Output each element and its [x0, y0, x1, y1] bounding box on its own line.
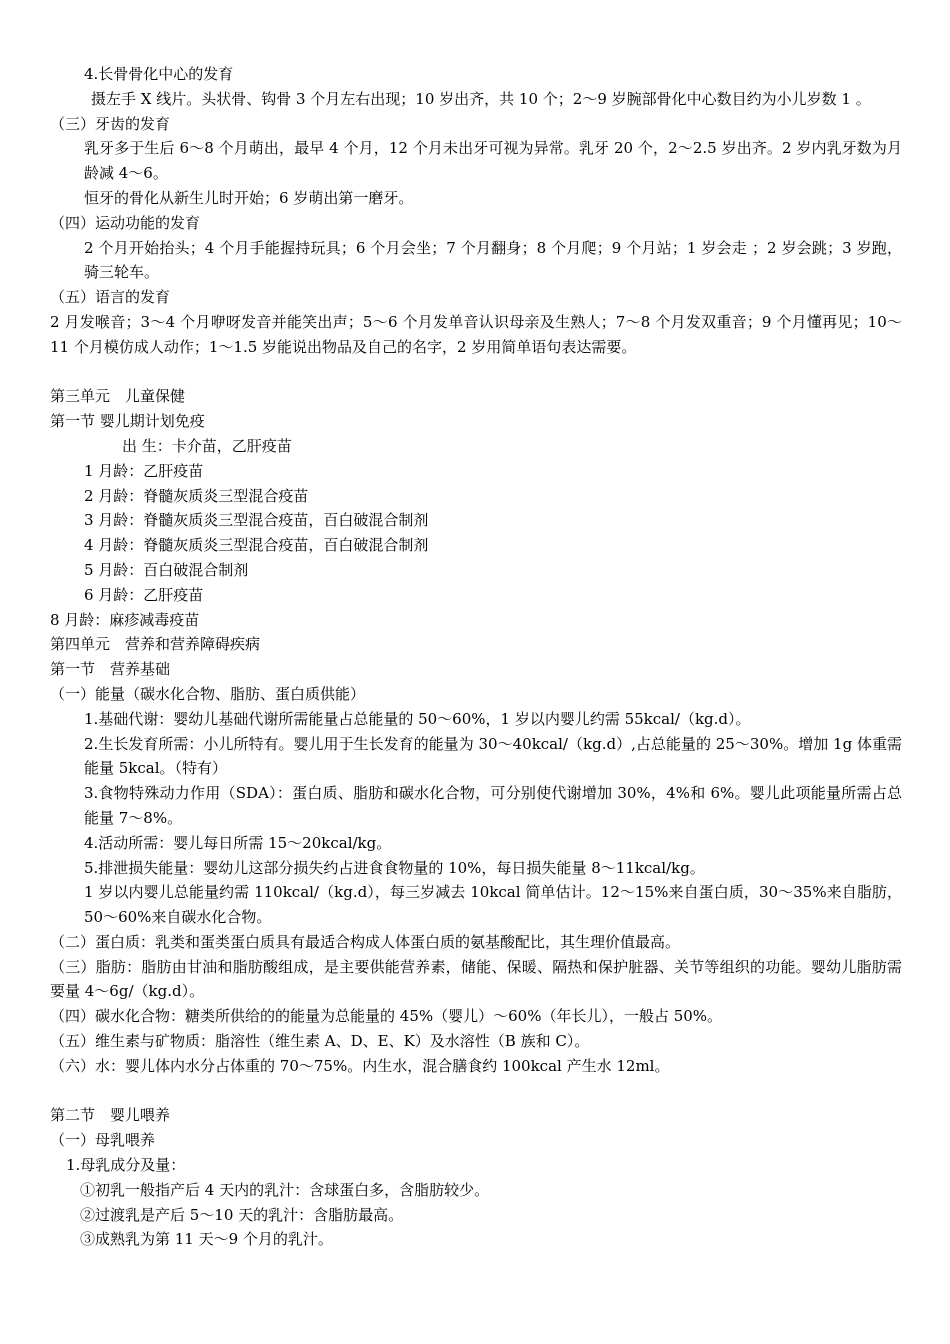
paragraph-permanent-teeth: 恒牙的骨化从新生儿时开始；6 岁萌出第一磨牙。	[84, 188, 414, 207]
vaccine-item-birth: 出 生：卡介苗，乙肝疫苗	[122, 436, 292, 455]
heading-motor: （四）运动功能的发育	[50, 213, 201, 232]
blank-line	[50, 1079, 902, 1104]
paragraph-bone-ossification: 摄左手 X 线片。头状骨、钩骨 3 个月左右出现；10 岁出齐，共 10 个；2～9 岁腕部骨化中心数目约为小儿岁数 1 。	[91, 89, 871, 108]
breastmilk-item-transitional: ②过渡乳是产后 5～10 天的乳汁：含脂肪最高。	[80, 1205, 404, 1224]
heading-fat: （三）脂肪：脂肪由甘油和脂肪酸组成，是主要供能营养素，储能、保暖、隔热和保护脏器、关节等组织的功能。婴幼儿脂肪需要量 4～6g/（kg.d）。	[50, 957, 902, 1001]
paragraph-teeth: 乳牙多于生后 6～8 个月萌出，最早 4 个月，12 个月未出牙可视为异常。乳牙 20 个，2～2.5 岁出齐。2 岁内乳牙数为月龄减 4～6。	[84, 139, 902, 183]
paragraph-language: 2 月发喉音；3～4 个月咿呀发音并能笑出声；5～6 个月发单音认识母亲及生熟人；7～8 个月发双重音；9 个月懂再见；10～11 个月模仿成人动作；1～1.5 岁能说出物品及自己的名字，2 岁用简单语句表达需要。	[50, 312, 902, 356]
vaccine-item-6m: 6 月龄：乙肝疫苗	[84, 585, 204, 604]
heading-breastfeeding: （一）母乳喂养	[50, 1131, 156, 1150]
subheading-breastmilk-composition: 1.母乳成分及量：	[66, 1156, 186, 1175]
energy-total: 1 岁以内婴儿总能量约需 110kcal/（kg.d），每三岁减去 10kcal 简单估计。12～15%来自蛋白质，30～35%来自脂肪，50～60%来自碳水化合物。	[84, 883, 902, 927]
section-infant-feeding-title: 第二节 婴儿喂养	[50, 1106, 171, 1125]
heading-energy: （一）能量（碳水化合物、脂肪、蛋白质供能）	[50, 684, 366, 703]
energy-item-basal: 1.基础代谢：婴幼儿基础代谢所需能量占总能量的 50～60%，1 岁以内婴儿约需 55kcal/（kg.d）。	[84, 709, 751, 728]
vaccine-item-8m: 8 月龄：麻疹减毒疫苗	[50, 610, 200, 629]
heading-protein: （二）蛋白质：乳类和蛋类蛋白质具有最适合构成人体蛋白质的氨基酸配比，其生理价值最高。	[50, 932, 681, 951]
section-nutrition-basics-title: 第一节 营养基础	[50, 660, 171, 679]
subheading-bone-ossification: 4.长骨骨化中心的发育	[84, 65, 234, 83]
heading-carbohydrate: （四）碳水化合物：糖类所供给的的能量为总能量的 45%（婴儿）～60%（年长儿），一般占 50%。	[50, 1007, 723, 1026]
vaccine-item-3m: 3 月龄：脊髓灰质炎三型混合疫苗，百白破混合制剂	[84, 511, 429, 530]
heading-language: （五）语言的发育	[50, 288, 171, 307]
heading-water: （六）水：婴儿体内水分占体重的 70～75%。内生水，混合膳食约 100kcal 产生水 12ml。	[50, 1056, 670, 1075]
energy-item-growth: 2.生长发育所需：小儿所特有。婴儿用于生长发育的能量为 30～40kcal/（kg.d）,占总能量的 25～30%。增加 1g 体重需能量 5kcal。（特有）	[84, 734, 902, 778]
breastmilk-item-colostrum: ①初乳一般指产后 4 天内的乳汁：含球蛋白多，含脂肪较少。	[80, 1180, 490, 1199]
vaccine-item-4m: 4 月龄：脊髓灰质炎三型混合疫苗，百白破混合制剂	[84, 536, 429, 555]
blank-line	[50, 360, 902, 385]
breastmilk-item-mature: ③成熟乳为第 11 天～9 个月的乳汁。	[80, 1230, 333, 1249]
energy-item-sda: 3.食物特殊动力作用（SDA）：蛋白质、脂肪和碳水化合物，可分别使代谢增加 30%，4%和 6%。婴儿此项能量所需占总能量 7～8%。	[84, 784, 902, 827]
vaccine-item-1m: 1 月龄：乙肝疫苗	[84, 461, 204, 480]
heading-teeth: （三）牙齿的发育	[50, 114, 171, 133]
vaccine-item-2m: 2 月龄：脊髓灰质炎三型混合疫苗	[84, 486, 309, 505]
section-immunization-title: 第一节 婴儿期计划免疫	[50, 412, 205, 431]
vaccine-item-5m: 5 月龄：百白破混合制剂	[84, 560, 249, 579]
energy-item-activity: 4.活动所需：婴儿每日所需 15～20kcal/kg。	[84, 833, 392, 852]
unit-four-title: 第四单元 营养和营养障碍疾病	[50, 635, 261, 654]
energy-item-excretion: 5.排泄损失能量：婴幼儿这部分损失约占进食食物量的 10%，每日损失能量 8～11kcal/kg。	[84, 858, 705, 877]
unit-three-title: 第三单元 儿童保健	[50, 387, 186, 406]
heading-vitamins: （五）维生素与矿物质：脂溶性（维生素 A、D、E、K）及水溶性（B 族和 C）。	[50, 1032, 590, 1051]
paragraph-motor: 2 个月开始抬头；4 个月手能握持玩具；6 个月会坐；7 个月翻身；8 个月爬；9 个月站；1 岁会走 ；2 岁会跳；3 岁跑，骑三轮车。	[84, 238, 902, 282]
